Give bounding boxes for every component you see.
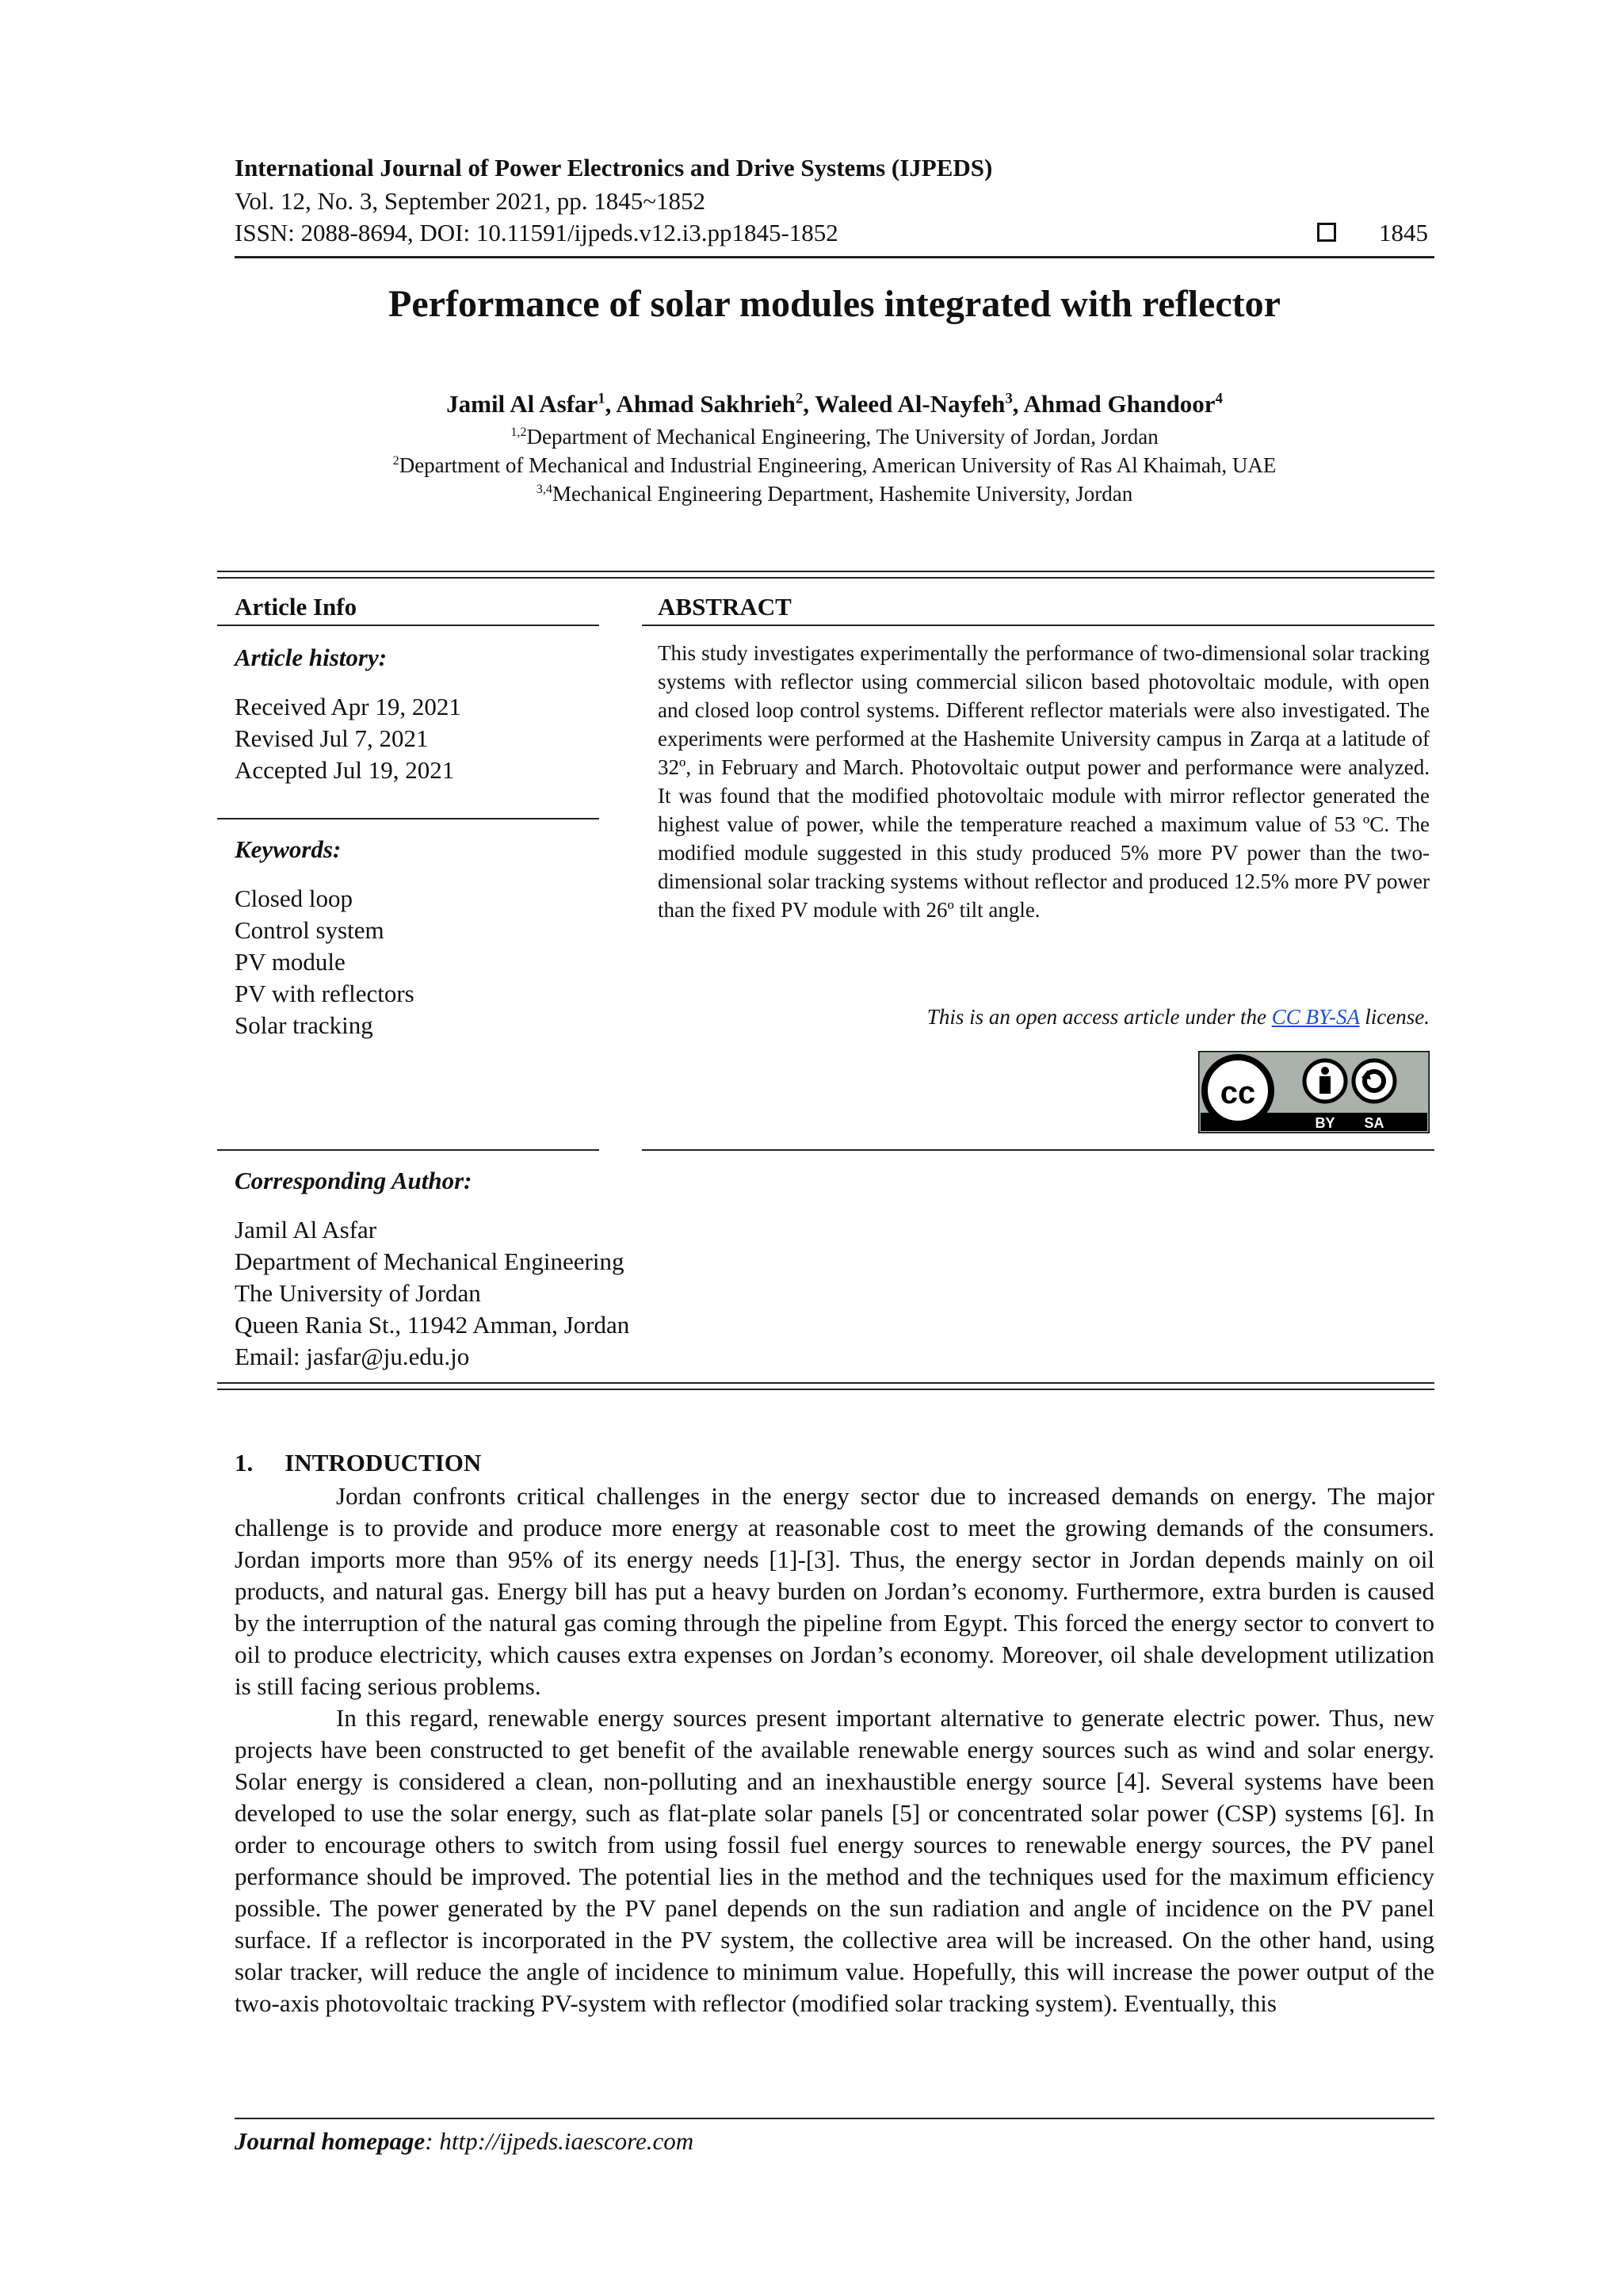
section-body: [235, 1480, 1434, 2019]
section-number: 1.: [235, 1449, 254, 1477]
corresponding-details: [235, 1214, 629, 1373]
abstract-heading: ABSTRACT: [658, 593, 792, 621]
page-number: 1845: [1379, 219, 1428, 246]
corresponding-line: Department of Mechanical Engineering: [235, 1247, 624, 1275]
license-link[interactable]: CC BY-SA: [1271, 1005, 1360, 1029]
section-title: INTRODUCTION: [285, 1449, 482, 1477]
author-list: Jamil Al Asfar$^1$, Ahmad Sakhrieh$^2$, Waleed Al-Nayfeh$^3$, Ahmad Ghandoor$^4$: [446, 390, 1223, 418]
author-sup: 1: [598, 390, 605, 407]
history-heading: Article history:: [235, 644, 388, 671]
keywords-rule: [217, 818, 599, 819]
by-attribution-icon: [1304, 1060, 1346, 1102]
corresponding-line: Jamil Al Asfar: [235, 1216, 377, 1244]
paper-title: Performance of solar modules integrated with reflector: [388, 283, 1281, 325]
history-item: Revised Jul 7, 2021: [235, 724, 429, 752]
license-suffix: license.: [1359, 1005, 1430, 1029]
affiliation: [235, 425, 1434, 449]
infobox-top-rule: [217, 577, 1434, 579]
infobox-bottom-rule: [217, 1382, 1434, 1384]
abstract-bottom-rule: [642, 1149, 1434, 1151]
author-sup: 4: [1215, 390, 1223, 407]
history-list: [235, 691, 461, 786]
keyword: PV with reflectors: [235, 980, 414, 1007]
paragraph: Jordan confronts critical challenges in the energy sector due to increased demands on energy. The major challenge is to provide and produce more energy at reasonable cost to meet the growing demands of the consumers. Jordan imports more than 95% of its energy needs [1]-[3]. Thus, the energy sector in Jordan depends mainly on oil products, and natural gas. Energy bill has put a heavy burden on Jordan’s economy. Furthermore, extra burden is caused by the interruption of the natural gas coming through the pipeline from Egypt. This forced the energy sector to convert to oil to produce electricity, which causes extra expenses on Jordan’s economy. Moreover, oil shale development utilization is still facing serious problems.: [235, 1482, 1434, 1700]
keywords-heading: Keywords:: [235, 835, 342, 863]
author-sup: 2: [795, 390, 804, 407]
author-name: Ahmad Sakhrieh: [616, 390, 796, 418]
badge-by-label: BY: [1315, 1115, 1335, 1131]
svg-text:cc: cc: [1220, 1075, 1256, 1110]
author-name: Ahmad Ghandoor: [1023, 390, 1216, 418]
license-notice: [927, 1005, 1430, 1030]
abstract-text: This study investigates experimentally the performance of two-dimensional solar tracking systems with reflector using commercial silicon based photovoltaic module, with open and closed loop control systems. Different reflector materials were also investigated. The experiments were performed at the Hashemite University campus in Zarqa at a latitude of 32º, in February and March. Photovoltaic output power and performance were analyzed. It was found that the modified photovoltaic module with mirror reflector generated the highest value of power, while the temperature reached a maximum value of 53 ºC. The modified module suggested in this study produced 5% more PV power than the two-dimensional solar tracking systems without reflector and produced 12.5% more PV power than the fixed PV module with 26º tilt angle.: [658, 641, 1430, 922]
homepage-label: Journal homepage: [235, 2127, 426, 2155]
corresponding-line: Email: jasfar@ju.edu.jo: [235, 1343, 470, 1370]
cc-icon: [1205, 1057, 1271, 1124]
homepage-url[interactable]: : http://ijpeds.iaescore.com: [425, 2127, 694, 2155]
cc-by-sa-badge[interactable]: [1198, 1051, 1430, 1133]
license-prefix: This is an open access article under the: [926, 1005, 1272, 1029]
footer-rule: [235, 2118, 1434, 2119]
article-info-rule: [217, 625, 599, 626]
keywords-list: [235, 883, 414, 1041]
keyword: PV module: [235, 948, 346, 976]
corresponding-line: The University of Jordan: [235, 1279, 481, 1307]
history-item: Received Apr 19, 2021: [235, 693, 461, 720]
journal-name: International Journal of Power Electronics and Drive Systems (IJPEDS): [235, 154, 993, 181]
author-sup: 3: [1005, 390, 1013, 407]
affiliation-text: Department of Mechanical and Industrial Engineering, American University of Ras Al Khaimah, UAE: [399, 453, 1277, 477]
corresponding-line: Queen Rania St., 11942 Amman, Jordan: [235, 1311, 630, 1339]
corresponding-heading: Corresponding Author:: [235, 1167, 472, 1194]
affiliation-sup: 2: [392, 453, 399, 468]
author-name: Waleed Al-Nayfeh: [815, 390, 1006, 418]
left-bottom-rule: [217, 1149, 599, 1151]
square-bullet-icon: [1317, 223, 1336, 242]
infobox-bottom-rule: [217, 1389, 1434, 1390]
affiliation: [235, 482, 1434, 506]
keyword: Control system: [235, 916, 384, 944]
journal-volume: Vol. 12, No. 3, September 2021, pp. 1845~1852: [235, 187, 705, 215]
abstract-rule: [642, 625, 1434, 626]
article-info-heading: Article Info: [235, 593, 357, 621]
keyword: Closed loop: [235, 884, 353, 912]
infobox-top-rule: [217, 571, 1434, 572]
affiliation-text: Mechanical Engineering Department, Hashemite University, Jordan: [552, 482, 1133, 506]
affiliation-sup: 1,2: [510, 425, 527, 439]
journal-homepage: [235, 2127, 693, 2156]
affiliation-sup: 3,4: [536, 482, 552, 496]
paragraph: In this regard, renewable energy sources present important alternative to generate electric power. Thus, new projects have been constructed to get benefit of the available renewable energy sources such as wind and solar energy. Solar energy is considered a clean, non-polluting and an inexhaustible energy source [4]. Several systems have been developed to use the solar energy, such as flat-plate solar panels [5] or concentrated solar power (CSP) systems [6]. In order to encourage others to switch from using fossil fuel energy sources to renewable energy sources, the PV panel performance should be improved. The potential lies in the method and the techniques used for the maximum efficiency possible. The power generated by the PV panel depends on the sun radiation and angle of incidence on the PV panel surface. If a reflector is incorporated in the PV system, the collective area will be increased. On the other hand, using solar tracker, will reduce the angle of incidence to minimum value. Hopefully, this will increase the power output of the two-axis photovoltaic tracking PV-system with reflector (modified solar tracking system). Eventually, this: [235, 1704, 1434, 2017]
section-heading: [235, 1449, 481, 1477]
keyword: Solar tracking: [235, 1011, 373, 1039]
header-rule: [235, 256, 1434, 258]
history-item: Accepted Jul 19, 2021: [235, 756, 455, 784]
journal-issn-doi: ISSN: 2088-8694, DOI: 10.11591/ijpeds.v12.i3.pp1845-1852: [235, 219, 838, 246]
affiliation-text: Department of Mechanical Engineering, The University of Jordan, Jordan: [526, 425, 1159, 449]
badge-sa-label: SA: [1364, 1115, 1384, 1131]
affiliation: [235, 453, 1434, 478]
author-name: Jamil Al Asfar: [446, 390, 598, 418]
sa-share-alike-icon: [1354, 1060, 1395, 1102]
